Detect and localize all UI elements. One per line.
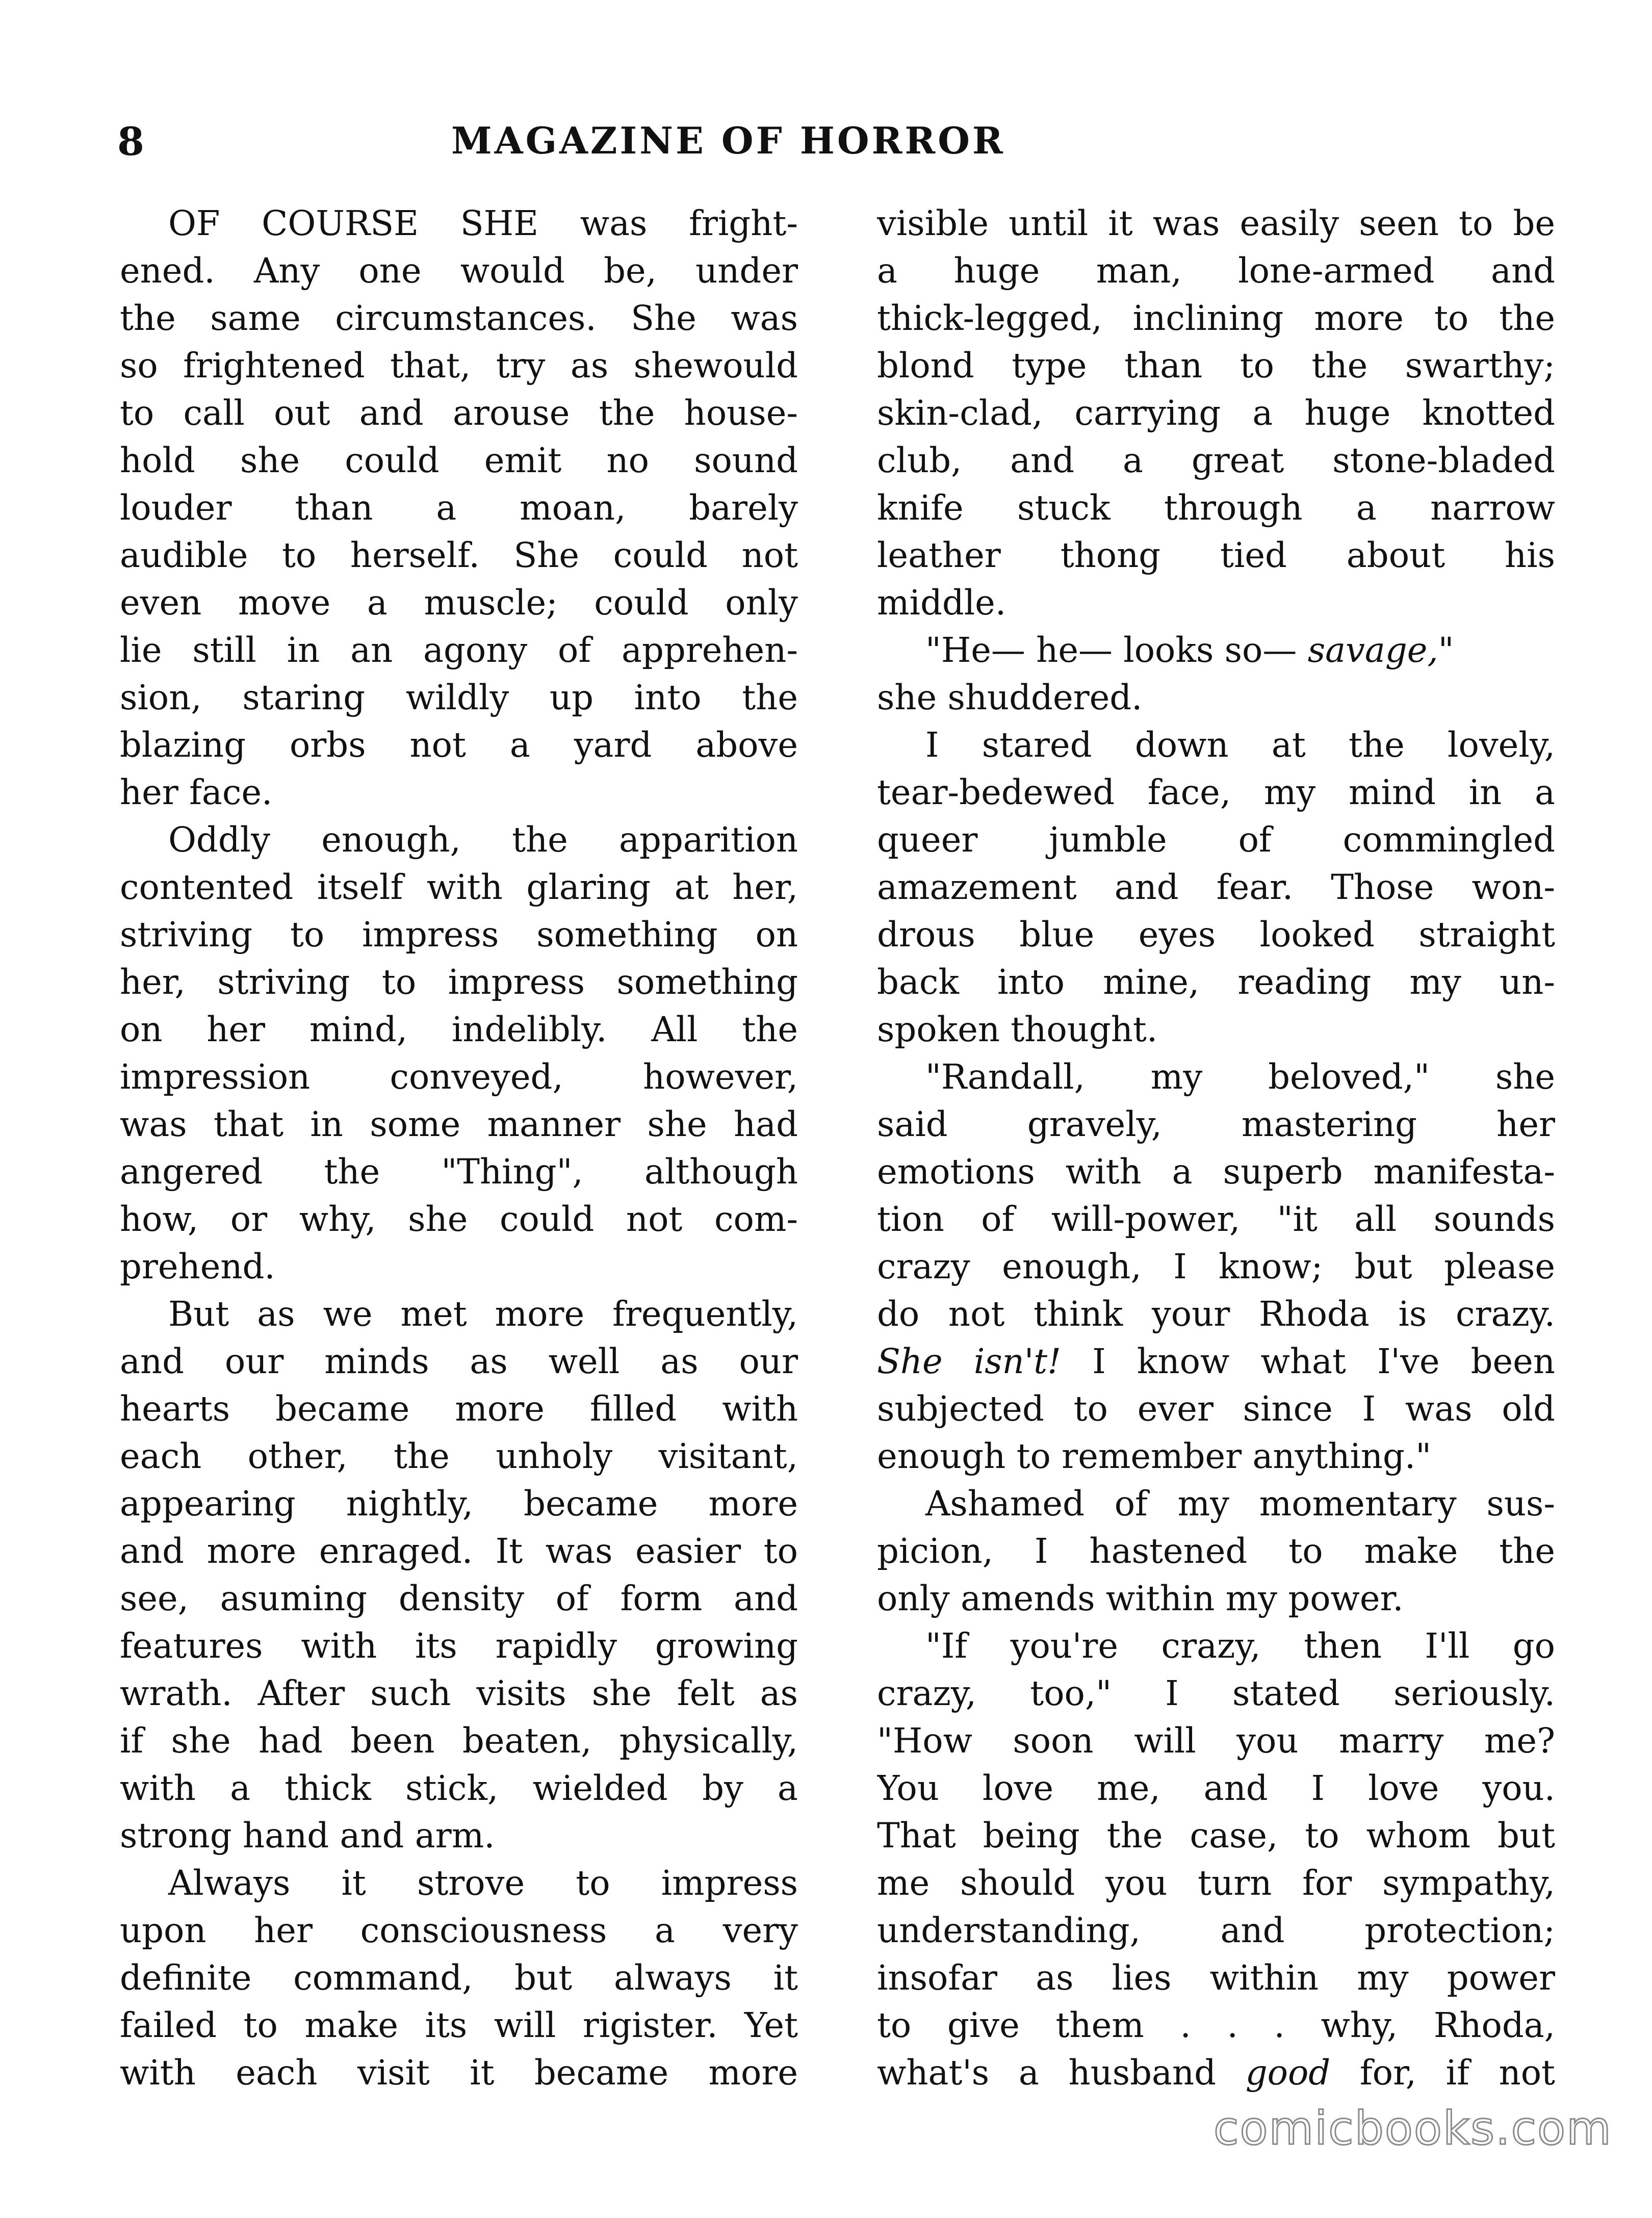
text-line: said gravely, mastering her xyxy=(877,1104,1555,1144)
text-line: on her mind, indelibly. All the xyxy=(120,1010,798,1049)
italic-text-run: She isn't! xyxy=(877,1342,1062,1381)
text-line: Oddly enough, the apparition xyxy=(168,820,798,860)
text-line: do not think your Rhoda is crazy. xyxy=(877,1294,1555,1334)
text-line: back into mine, reading my un- xyxy=(877,962,1555,1002)
text-line: definite command, but always it xyxy=(120,1958,798,1998)
text-line: each other, the unholy visitant, xyxy=(120,1436,798,1476)
text-line: with a thick stick, wielded by a xyxy=(120,1768,798,1808)
text-line: angered the "Thing", although xyxy=(120,1152,798,1192)
text-line: failed to make its will rigister. Yet xyxy=(120,2005,798,2045)
text-line: sion, staring wildly up into the xyxy=(120,678,798,717)
text-line: You love me, and I love you. xyxy=(877,1768,1555,1808)
text-line: her face. xyxy=(120,772,273,812)
text-line: skin-clad, carrying a huge knotted xyxy=(877,393,1555,433)
italic-text-run: good xyxy=(1245,2053,1331,2093)
text-line: how, or why, she could not com- xyxy=(120,1199,798,1239)
text-line xyxy=(877,1338,1555,1385)
text-line: the same circumstances. She was xyxy=(120,298,798,338)
text-line: club, and a great stone-bladed xyxy=(877,441,1555,480)
text-line: enough to remember anything." xyxy=(877,1436,1432,1476)
text-line: "Randall, my beloved," she xyxy=(925,1057,1555,1097)
text-line: she shuddered. xyxy=(877,678,1143,717)
text-line: Always it strove to impress xyxy=(168,1863,798,1903)
left-text-column xyxy=(120,200,798,2097)
text-line: crazy, too," I stated seriously. xyxy=(877,1673,1555,1713)
text-line: and more enraged. It was easier to xyxy=(120,1531,798,1571)
text-line: so frightened that, try as shewould xyxy=(120,346,798,385)
text-line: lie still in an agony of apprehen- xyxy=(120,630,798,670)
text-line: louder than a moan, barely xyxy=(120,488,798,528)
text-line: crazy enough, I know; but please xyxy=(877,1247,1555,1286)
text-run: "He— he— looks so— xyxy=(925,630,1308,670)
text-line: "If you're crazy, then I'll go xyxy=(925,1626,1555,1666)
text-line: tear-bedewed face, my mind in a xyxy=(877,772,1555,812)
text-line: visible until it was easily seen to be xyxy=(877,203,1555,243)
text-line: blazing orbs not a yard above xyxy=(120,725,798,765)
text-line: wrath. After such visits she felt as xyxy=(120,1673,798,1713)
text-line: strong hand and arm. xyxy=(120,1816,495,1855)
text-line: picion, I hastened to make the xyxy=(877,1531,1555,1571)
text-run: what's a husband xyxy=(877,2053,1246,2093)
text-line: drous blue eyes looked straight xyxy=(877,915,1555,955)
text-line: insofar as lies within my power xyxy=(877,1958,1555,1998)
text-line: Ashamed of my momentary sus- xyxy=(925,1484,1555,1524)
text-line: blond type than to the swarthy; xyxy=(877,346,1555,385)
text-line: and our minds as well as our xyxy=(120,1342,798,1381)
text-run: for, if not xyxy=(1330,2053,1555,2093)
text-line: "How soon will you marry me? xyxy=(877,1721,1555,1761)
watermark-logo: comicbooks.com xyxy=(1214,2102,1612,2155)
text-line: only amends within my power. xyxy=(877,1579,1404,1618)
right-text-column xyxy=(877,200,1555,2097)
text-line: if she had been beaten, physically, xyxy=(120,1721,798,1761)
text-line: hearts became more filled with xyxy=(120,1389,798,1429)
text-line: audible to herself. She could not xyxy=(120,535,798,575)
text-line: me should you turn for sympathy, xyxy=(877,1863,1555,1903)
text-line: That being the case, to whom but xyxy=(877,1816,1555,1855)
text-line: appearing nightly, became more xyxy=(120,1484,798,1524)
text-line xyxy=(877,627,1555,674)
text-line: emotions with a superb manifesta- xyxy=(877,1152,1555,1192)
text-line: I stared down at the lovely, xyxy=(925,725,1555,765)
text-line: hold she could emit no sound xyxy=(120,441,798,480)
text-line: understanding, and protection; xyxy=(877,1911,1555,1950)
text-line xyxy=(877,2049,1555,2097)
text-line: amazement and fear. Those won- xyxy=(877,867,1555,907)
text-line: subjected to ever since I was old xyxy=(877,1389,1555,1429)
text-line: impression conveyed, however, xyxy=(120,1057,798,1097)
text-line: her, striving to impress something xyxy=(120,962,798,1002)
text-line: with each visit it became more xyxy=(120,2053,798,2093)
page-number: 8 xyxy=(117,119,144,164)
text-line: leather thong tied about his xyxy=(877,535,1555,575)
italic-text-run: savage," xyxy=(1307,630,1454,670)
text-line: But as we met more frequently, xyxy=(168,1294,798,1334)
text-line: queer jumble of commingled xyxy=(877,820,1555,860)
text-line: OF COURSE SHE was fright- xyxy=(168,203,798,243)
text-line: see, asuming density of form and xyxy=(120,1579,798,1618)
running-title: MAGAZINE OF HORROR xyxy=(451,119,1005,162)
text-line: to give them . . . why, Rhoda, xyxy=(877,2005,1555,2045)
text-run: I know what I've been xyxy=(1061,1342,1555,1381)
text-line: a huge man, lone-armed and xyxy=(877,251,1555,291)
text-line: middle. xyxy=(877,583,1006,623)
page-header xyxy=(117,119,1117,178)
text-line: thick-legged, inclining more to the xyxy=(877,298,1555,338)
text-line: even move a muscle; could only xyxy=(120,583,798,623)
text-line: prehend. xyxy=(120,1247,275,1286)
text-line: ened. Any one would be, under xyxy=(120,251,798,291)
text-line: contented itself with glaring at her, xyxy=(120,867,798,907)
text-line: knife stuck through a narrow xyxy=(877,488,1555,528)
text-line: to call out and arouse the house- xyxy=(120,393,798,433)
text-line: was that in some manner she had xyxy=(120,1104,798,1144)
text-line: spoken thought. xyxy=(877,1010,1158,1049)
text-line: features with its rapidly growing xyxy=(120,1626,798,1666)
text-line: tion of will-power, "it all sounds xyxy=(877,1199,1555,1239)
text-line: upon her consciousness a very xyxy=(120,1911,798,1950)
text-line: striving to impress something on xyxy=(120,915,798,955)
